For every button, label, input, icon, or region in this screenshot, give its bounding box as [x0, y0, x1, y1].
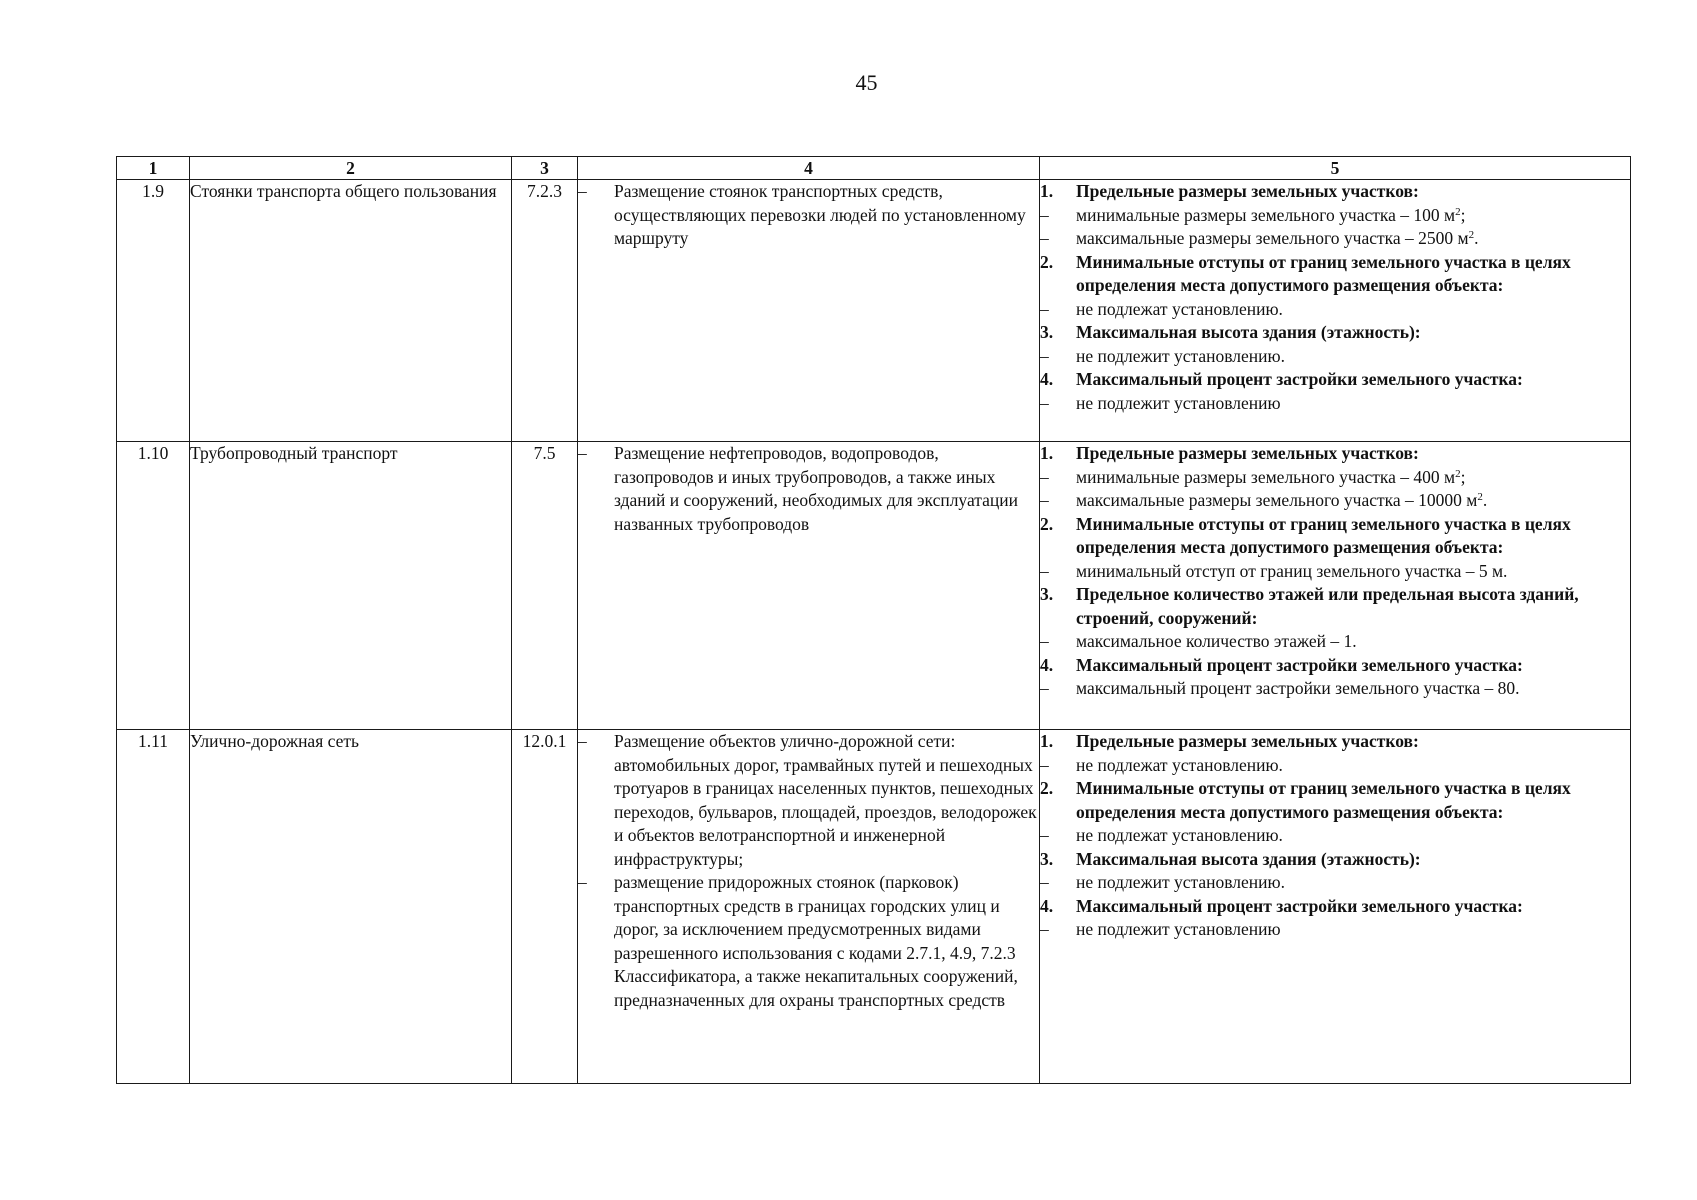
- table-row: [117, 180, 1631, 442]
- param-marker: 2.: [1040, 251, 1054, 272]
- superscript: 2: [1477, 491, 1483, 503]
- dash-marker: –: [578, 181, 587, 201]
- param-text: не подлежит установлению: [1076, 919, 1281, 939]
- param-heading: [1040, 251, 1630, 298]
- param-marker: –: [1040, 919, 1049, 939]
- param-text: не подлежит установлению.: [1076, 345, 1285, 366]
- param-heading: [1040, 442, 1630, 466]
- use-code: 12.0.1: [512, 730, 578, 1084]
- use-description: [578, 442, 1040, 730]
- param-marker: –: [1040, 872, 1049, 892]
- param-tail: ;: [1460, 204, 1466, 225]
- param-text-wrap: [1076, 227, 1630, 251]
- param-text: минимальные размеры земельного участка – 100 м: [1076, 204, 1456, 225]
- param-tail: ;: [1460, 466, 1466, 487]
- table-row: [117, 730, 1631, 1084]
- param-heading: [1040, 777, 1630, 824]
- param-marker: 2.: [1040, 513, 1054, 534]
- param-marker: –: [1040, 466, 1049, 487]
- param-heading: [1040, 513, 1630, 560]
- param-item: [1040, 466, 1630, 490]
- param-heading: [1040, 654, 1630, 678]
- param-item: [1040, 560, 1630, 584]
- use-name: Трубопроводный транспорт: [190, 442, 512, 730]
- param-marker: –: [1040, 345, 1049, 366]
- param-marker: 2.: [1040, 778, 1054, 798]
- param-text: не подлежит установлению: [1076, 392, 1281, 413]
- param-item: [1040, 298, 1630, 322]
- description-text: Размещение нефтепроводов, водопроводов, газопроводов и иных трубопроводов, а также иных зданий и сооружений, необходимых для эксплуатации названных трубопроводов: [614, 443, 1018, 534]
- param-item: [1040, 918, 1630, 942]
- page-number: 45: [855, 70, 878, 95]
- header-col-4: 4: [578, 157, 1040, 180]
- param-marker: –: [1040, 298, 1049, 319]
- param-marker: –: [1040, 825, 1049, 845]
- use-name: Улично-дорожная сеть: [190, 730, 512, 1084]
- param-marker: 3.: [1040, 322, 1054, 342]
- dash-marker: –: [578, 443, 587, 463]
- param-heading: [1040, 730, 1630, 754]
- header-col-2: 2: [190, 157, 512, 180]
- param-marker: 4.: [1040, 654, 1054, 675]
- param-item: [1040, 824, 1630, 848]
- param-marker: –: [1040, 678, 1049, 698]
- param-heading: [1040, 848, 1630, 872]
- description-item: [578, 180, 1039, 251]
- param-text: максимальные размеры земельного участка – 2500 м: [1076, 228, 1469, 248]
- param-marker: 3.: [1040, 584, 1054, 604]
- param-item: [1040, 677, 1630, 701]
- superscript: 2: [1468, 229, 1475, 241]
- param-marker: –: [1040, 631, 1049, 651]
- param-heading: [1040, 895, 1630, 919]
- param-text: Предельные размеры земельных участков:: [1076, 181, 1419, 201]
- row-number: 1.9: [117, 180, 190, 442]
- param-item: [1040, 630, 1630, 654]
- param-marker: 1.: [1040, 443, 1054, 463]
- header-row: [117, 157, 1631, 180]
- dash-marker: –: [578, 731, 587, 751]
- use-name: Стоянки транспорта общего пользования: [190, 180, 512, 442]
- param-marker: 4.: [1040, 895, 1054, 916]
- param-text: минимальный отступ от границ земельного участка – 5 м.: [1076, 560, 1508, 581]
- param-text: Максимальная высота здания (этажность):: [1076, 322, 1421, 342]
- description-text: Размещение стоянок транспортных средств, осуществляющих перевозки людей по установленному маршруту: [614, 181, 1026, 248]
- param-tail: .: [1482, 490, 1488, 510]
- param-item: [1040, 392, 1630, 416]
- param-marker: –: [1040, 392, 1049, 413]
- param-heading: [1040, 368, 1630, 392]
- param-text-wrap: [1076, 466, 1630, 490]
- param-text: Максимальная высота здания (этажность):: [1076, 848, 1421, 869]
- param-text: Минимальные отступы от границ земельного участка в целях определения места допустимого размещения объекта:: [1076, 778, 1571, 822]
- superscript: 2: [1455, 205, 1461, 218]
- param-item: [1040, 204, 1630, 228]
- table-row: [117, 442, 1631, 730]
- parameters-cell: [1040, 730, 1631, 1084]
- row-number: 1.10: [117, 442, 190, 730]
- param-marker: 1.: [1040, 731, 1054, 751]
- param-marker: –: [1040, 204, 1049, 225]
- row-number: 1.11: [117, 730, 190, 1084]
- param-text: Максимальный процент застройки земельного участка:: [1076, 895, 1523, 916]
- param-text: не подлежат установлению.: [1076, 754, 1283, 775]
- header-col-5: 5: [1040, 157, 1631, 180]
- param-item: [1040, 489, 1630, 513]
- param-marker: –: [1040, 560, 1049, 581]
- description-text: Размещение объектов улично-дорожной сети: автомобильных дорог, трамвайных путей и пешеходных тротуаров в границах населенных пунктов, пешеходных переходов, бульваров, площадей, проездов, велодорожек и объектов велотранспортной и инженерной инфраструктуры;: [614, 731, 1037, 869]
- param-text: Предельные размеры земельных участков:: [1076, 443, 1419, 463]
- description-text: размещение придорожных стоянок (парковок) транспортных средств в границах городских улиц и дорог, за исключением предусмотренных видами разрешенного использования с кодами 2.7.1, 4.9, 7.2.3 Классификатора, а также некапитальных сооружений, предназначенных для охраны транспортных средств: [614, 872, 1018, 1010]
- use-description: [578, 180, 1040, 442]
- param-text-wrap: [1076, 204, 1630, 228]
- param-text: не подлежат установлению.: [1076, 825, 1283, 845]
- param-text: максимальный процент застройки земельного участка – 80.: [1076, 678, 1520, 698]
- param-item: [1040, 754, 1630, 778]
- param-tail: .: [1474, 228, 1479, 248]
- param-marker: 4.: [1040, 369, 1054, 389]
- use-description: [578, 730, 1040, 1084]
- param-marker: –: [1040, 228, 1049, 248]
- param-text: минимальные размеры земельного участка – 400 м: [1076, 466, 1456, 487]
- regulations-table: [116, 156, 1631, 1084]
- param-item: [1040, 227, 1630, 251]
- parameters-cell: [1040, 180, 1631, 442]
- param-text: Предельное количество этажей или предельная высота зданий, строений, сооружений:: [1076, 584, 1579, 628]
- param-text: Максимальный процент застройки земельного участка:: [1076, 369, 1523, 389]
- param-item: [1040, 871, 1630, 895]
- header-col-3: 3: [512, 157, 578, 180]
- table-body: [117, 180, 1631, 1084]
- param-text: максимальное количество этажей – 1.: [1076, 631, 1357, 651]
- header-col-1: 1: [117, 157, 190, 180]
- description-item: [578, 871, 1039, 1012]
- param-text: максимальные размеры земельного участка – 10000 м: [1076, 490, 1478, 510]
- param-text: Максимальный процент застройки земельного участка:: [1076, 654, 1523, 675]
- dash-marker: –: [578, 872, 587, 892]
- param-heading: [1040, 180, 1630, 204]
- param-text: не подлежат установлению.: [1076, 298, 1283, 319]
- param-heading: [1040, 321, 1630, 345]
- param-marker: –: [1040, 490, 1049, 510]
- table-header: [117, 157, 1631, 180]
- description-item: [578, 730, 1039, 871]
- param-heading: [1040, 583, 1630, 630]
- param-text: Предельные размеры земельных участков:: [1076, 731, 1419, 751]
- parameters-cell: [1040, 442, 1631, 730]
- param-item: [1040, 345, 1630, 369]
- use-code: 7.2.3: [512, 180, 578, 442]
- param-marker: –: [1040, 754, 1049, 775]
- param-marker: 3.: [1040, 848, 1054, 869]
- superscript: 2: [1455, 467, 1461, 480]
- param-marker: 1.: [1040, 181, 1054, 201]
- param-text: не подлежит установлению.: [1076, 872, 1285, 892]
- param-text: Минимальные отступы от границ земельного участка в целях определения места допустимого размещения объекта:: [1076, 513, 1571, 557]
- param-text-wrap: [1076, 489, 1630, 513]
- description-item: [578, 442, 1039, 536]
- param-text: Минимальные отступы от границ земельного участка в целях определения места допустимого размещения объекта:: [1076, 251, 1571, 295]
- use-code: 7.5: [512, 442, 578, 730]
